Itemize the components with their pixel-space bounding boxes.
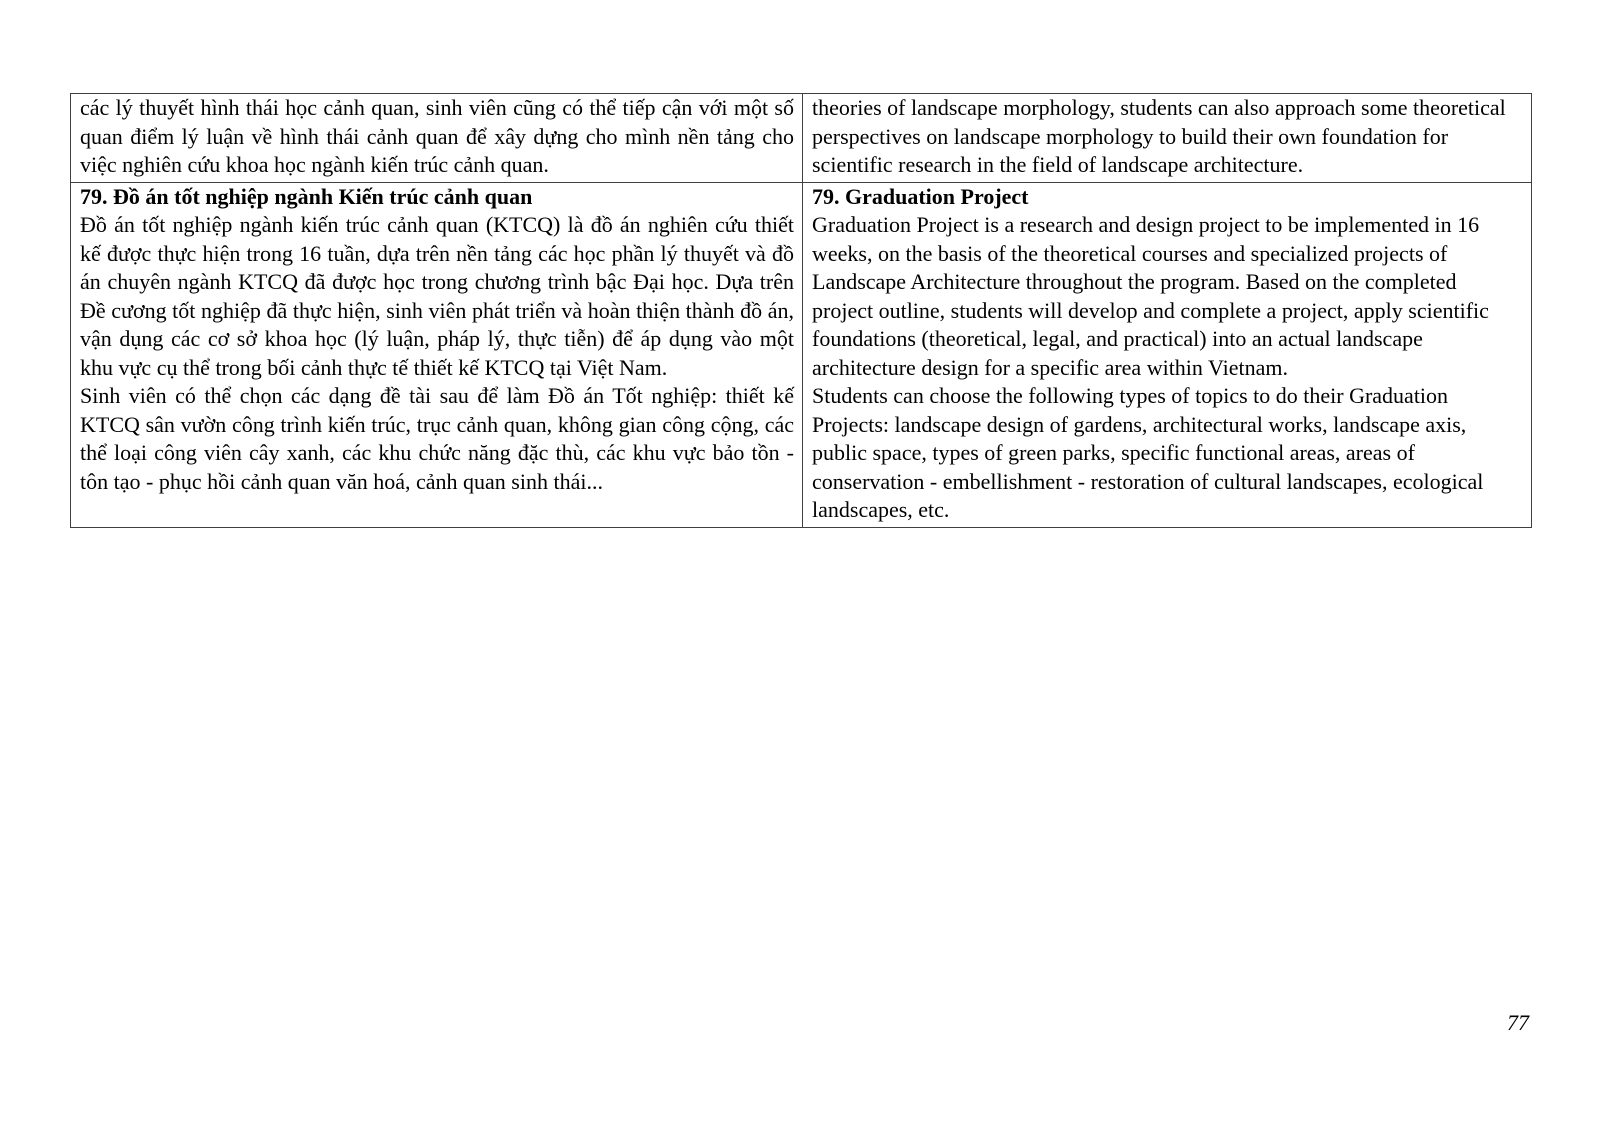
paragraph-vi-continuation: các lý thuyết hình thái học cảnh quan, sinh viên cũng có thể tiếp cận với một số quan điểm lý luận về hình thái cảnh quan để xây dựng cho mình nền tảng cho việc nghiên cứu khoa học ngành kiến trúc cảnh quan. (80, 95, 794, 177)
page-number: 77 (1507, 1010, 1529, 1035)
course-description-en-2: Students can choose the following types of topics to do their Graduation Projects: landscape design of gardens, architectural works, landscape axis, public space, types of green parks, specific functional areas, areas of conservation - embellishment - restoration of cultural landscapes, ecological landscapes, etc. (812, 383, 1484, 522)
cell-vietnamese-continuation (71, 94, 803, 183)
course-catalog-table (70, 93, 1532, 528)
course-title-vi: 79. Đồ án tốt nghiệp ngành Kiến trúc cảnh quan (80, 183, 533, 209)
table-row-course-79 (71, 182, 1532, 527)
paragraph-en-continuation: theories of landscape morphology, students can also approach some theoretical perspectives on landscape morphology to build their own foundation for scientific research in the field of landscape architecture. (812, 95, 1506, 177)
cell-vietnamese-course-79 (71, 182, 803, 527)
course-title-en: 79. Graduation Project (812, 183, 1029, 209)
cell-english-course-79 (803, 182, 1532, 527)
cell-english-continuation (803, 94, 1532, 183)
course-description-en-1: Graduation Project is a research and design project to be implemented in 16 weeks, on the basis of the theoretical courses and specialized projects of Landscape Architecture throughout the program. Based on the completed project outline, students will develop and complete a project, apply scientific foundations (theoretical, legal, and practical) into an actual landscape architecture design for a specific area within Vietnam. (812, 212, 1489, 380)
course-description-vi-2: Sinh viên có thể chọn các dạng đề tài sau để làm Đồ án Tốt nghiệp: thiết kế KTCQ sân vườn công trình kiến trúc, trục cảnh quan, không gian công cộng, các thể loại công viên cây xanh, các khu chức năng đặc thù, các khu vực bảo tồn - tôn tạo - phục hồi cảnh quan văn hoá, cảnh quan sinh thái... (80, 383, 794, 494)
table-row-continuation (71, 94, 1532, 183)
course-description-vi-1: Đồ án tốt nghiệp ngành kiến trúc cảnh quan (KTCQ) là đồ án nghiên cứu thiết kế được thực hiện trong 16 tuần, dựa trên nền tảng các học phần lý thuyết và đồ án chuyên ngành KTCQ đã được học trong chương trình bậc Đại học. Dựa trên Đề cương tốt nghiệp đã thực hiện, sinh viên phát triển và hoàn thiện thành đồ án, vận dụng các cơ sở khoa học (lý luận, pháp lý, thực tiễn) để áp dụng vào một khu vực cụ thể trong bối cảnh thực tế thiết kế KTCQ tại Việt Nam. (80, 212, 794, 380)
